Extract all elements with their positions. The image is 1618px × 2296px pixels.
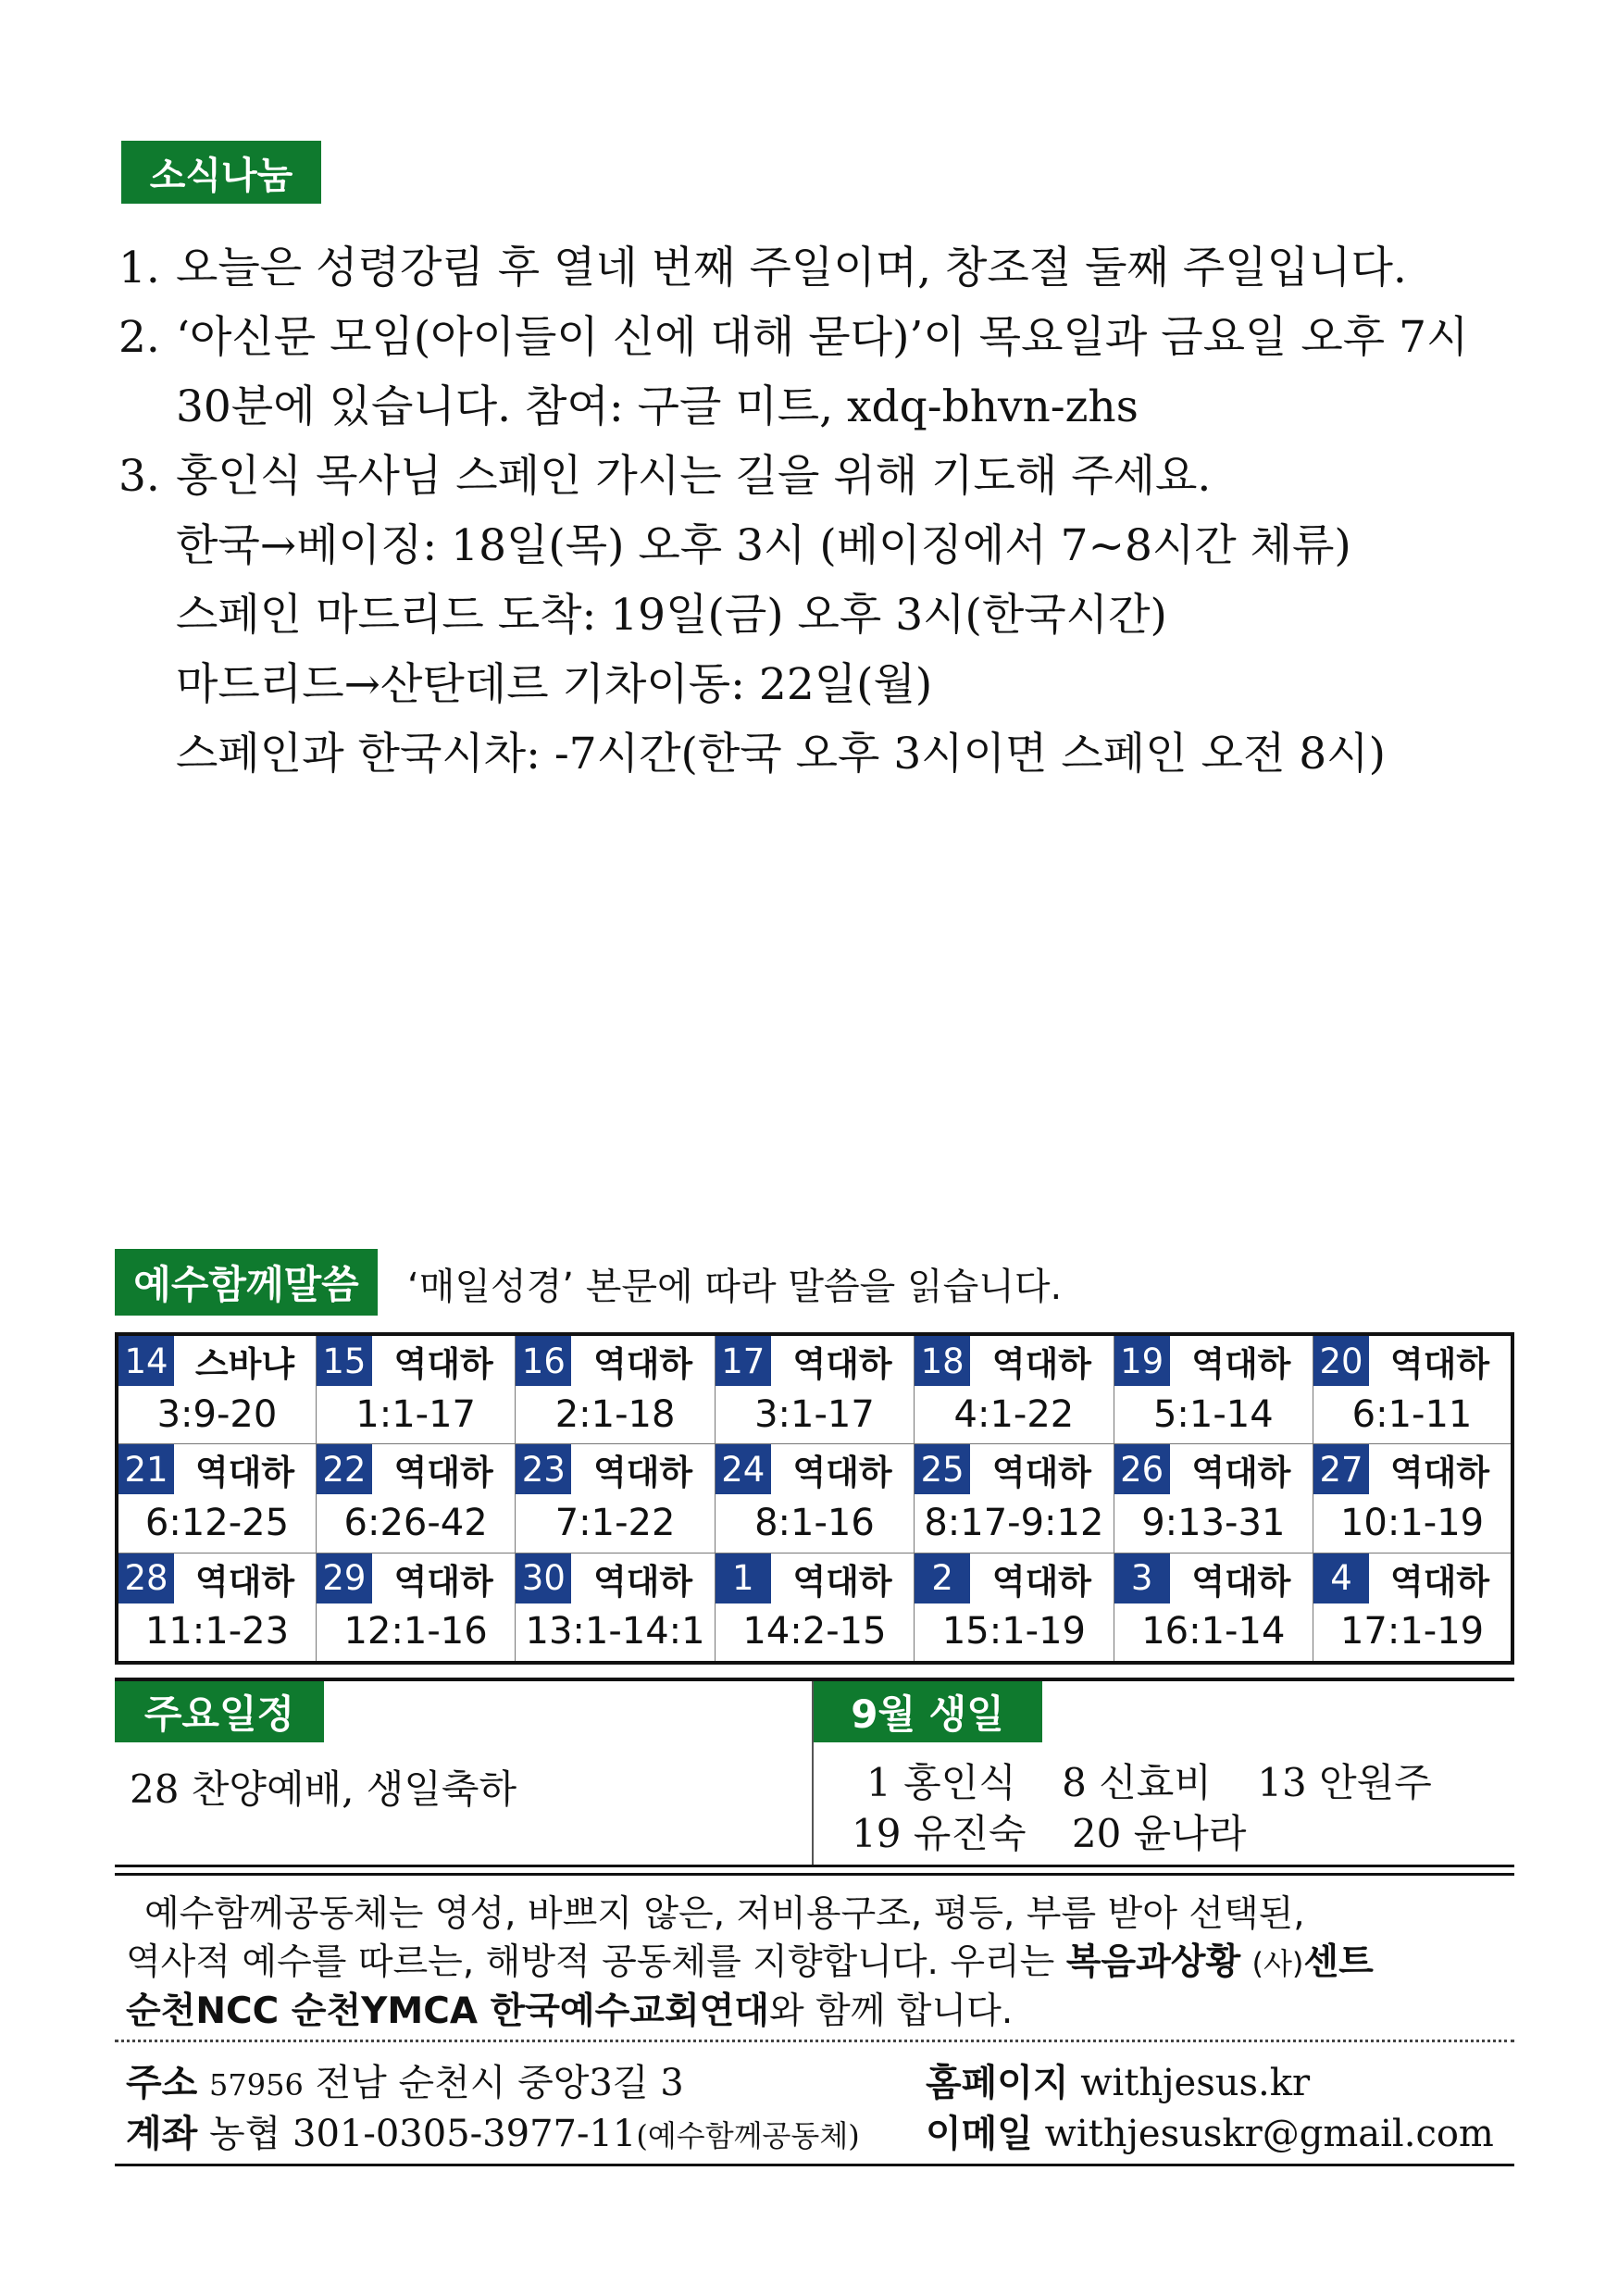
reading-verse: 7:1-22	[554, 1501, 676, 1544]
reading-day-number: 27	[1313, 1444, 1369, 1494]
reading-day-number: 28	[118, 1554, 174, 1603]
reading-day-cell	[516, 1334, 715, 1444]
reading-verse: 2:1-18	[554, 1392, 676, 1436]
reading-week-row	[117, 1334, 1512, 1444]
reading-book: 역대하	[1191, 1344, 1291, 1384]
reading-day-cell	[915, 1553, 1114, 1663]
reading-day-header	[1313, 1554, 1511, 1603]
reading-day-cell	[316, 1334, 515, 1444]
reading-verse: 8:17-9:12	[924, 1501, 1104, 1544]
reading-book: 역대하	[991, 1561, 1092, 1602]
email	[926, 2104, 1494, 2157]
reading-verse: 6:12-25	[144, 1501, 290, 1544]
address-text: 전남 순천시 중앙3길 3	[315, 2062, 684, 2104]
birthday-entry: 13 안원주	[1257, 1760, 1432, 1805]
news-item-text: 오늘은 성령강림 후 열네 번째 주일이며, 창조절 둘째 주일입니다.	[176, 243, 1407, 293]
birthday-tag: 9월 생일	[813, 1681, 1042, 1742]
reading-day-number: 15	[317, 1336, 372, 1386]
reading-day-number: 23	[516, 1444, 571, 1494]
reading-day-number: 24	[716, 1444, 771, 1494]
community-text: 와 함께 합니다.	[768, 1990, 1014, 2032]
reading-day-cell	[516, 1444, 715, 1553]
reading-book: 역대하	[592, 1344, 693, 1384]
homepage-link[interactable]: withjesus.kr	[1080, 2062, 1311, 2104]
reading-verse: 11:1-23	[144, 1610, 290, 1653]
section-divider	[812, 1681, 814, 1865]
bible-intro: ‘매일성경’ 본문에 따라 말씀을 읽습니다.	[407, 1266, 1063, 1308]
section-bottom-rule-2	[115, 1873, 1514, 1876]
news-item-number: 1.	[118, 243, 160, 293]
reading-day-header	[1114, 1336, 1313, 1386]
schedule-tag: 주요일정	[115, 1681, 324, 1742]
reading-day-header	[516, 1336, 714, 1386]
reading-verse: 14:2-15	[742, 1610, 887, 1653]
partner-name: 센트	[1303, 1941, 1374, 1983]
reading-book: 역대하	[194, 1561, 295, 1602]
reading-day-cell	[715, 1553, 914, 1663]
reading-book: 스바냐	[194, 1344, 295, 1384]
reading-day-cell	[1313, 1553, 1512, 1663]
reading-book: 역대하	[991, 1344, 1092, 1384]
reading-day-header	[317, 1444, 515, 1494]
reading-day-header	[1114, 1554, 1313, 1603]
reading-book: 역대하	[991, 1453, 1092, 1493]
reading-day-header	[317, 1554, 515, 1603]
reading-day-cell	[1114, 1553, 1313, 1663]
account-holder: (예수함께공동체)	[636, 2118, 860, 2153]
reading-day-number: 30	[516, 1554, 571, 1603]
reading-day-header	[716, 1444, 914, 1494]
news-item-number: 3.	[118, 451, 160, 502]
reading-day-cell	[1114, 1334, 1313, 1444]
reading-book: 역대하	[194, 1453, 295, 1493]
email-label: 이메일	[926, 2113, 1033, 2155]
reading-verse: 13:1-14:1	[525, 1610, 705, 1653]
reading-verse: 3:1-17	[754, 1392, 875, 1436]
reading-day-header	[716, 1554, 914, 1603]
reading-verse: 17:1-19	[1339, 1610, 1485, 1653]
reading-book: 역대하	[393, 1453, 493, 1493]
reading-day-number: 16	[516, 1336, 571, 1386]
reading-week-row	[117, 1553, 1512, 1663]
news-item-text: ‘아신문 모임(아이들이 신에 대해 묻다)’이 목요일과 금요일 오후 7시	[176, 312, 1469, 363]
bible-reading-table	[115, 1332, 1514, 1665]
reading-day-header	[317, 1336, 515, 1386]
partner-prefix: (사)	[1251, 1946, 1304, 1981]
reading-verse: 6:26-42	[343, 1501, 488, 1544]
reading-day-cell	[316, 1553, 515, 1663]
reading-day-cell	[516, 1553, 715, 1663]
reading-day-cell	[117, 1444, 316, 1553]
account-number: 농협 301-0305-3977-11	[209, 2113, 637, 2155]
partner-name: 복음과상황	[1065, 1941, 1241, 1983]
reading-book: 역대하	[592, 1561, 693, 1602]
news-tag: 소식나눔	[121, 141, 321, 204]
reading-book: 역대하	[792, 1344, 892, 1384]
news-item-1	[118, 233, 1525, 303]
reading-book: 역대하	[1191, 1561, 1291, 1602]
reading-day-header	[1114, 1444, 1313, 1494]
reading-book: 역대하	[1191, 1453, 1291, 1493]
reading-book: 역대하	[592, 1453, 693, 1493]
birthday-row	[852, 1757, 1465, 1808]
news-item-number: 2.	[118, 312, 160, 363]
birthday-list	[852, 1757, 1465, 1859]
news-list	[118, 233, 1525, 789]
reading-day-cell	[915, 1444, 1114, 1553]
reading-day-header	[516, 1444, 714, 1494]
reading-book: 역대하	[792, 1453, 892, 1493]
news-item-text: 한국→베이징: 18일(목) 오후 3시 (베이징에서 7~8시간 체류)	[176, 520, 1351, 571]
homepage-label: 홈페이지	[926, 2062, 1069, 2104]
reading-verse: 4:1-22	[953, 1392, 1075, 1436]
reading-book: 역대하	[1389, 1561, 1490, 1602]
community-line	[126, 1939, 1505, 1988]
reading-verse: 9:13-31	[1141, 1501, 1286, 1544]
address-zip: 57956	[209, 2067, 304, 2103]
reading-week-row	[117, 1444, 1512, 1553]
reading-day-header	[716, 1336, 914, 1386]
reading-book: 역대하	[1389, 1453, 1490, 1493]
reading-verse: 1:1-17	[355, 1392, 476, 1436]
community-statement	[126, 1890, 1505, 2036]
reading-day-number: 19	[1114, 1336, 1170, 1386]
reading-day-header	[118, 1554, 316, 1603]
reading-day-header	[516, 1554, 714, 1603]
birthday-entry: 20 윤나라	[1071, 1811, 1247, 1856]
birthday-entry: 19 유진숙	[852, 1811, 1027, 1856]
email-link[interactable]: withjesuskr@gmail.com	[1044, 2113, 1494, 2155]
news-item-text: 스페인과 한국시차: -7시간(한국 오후 3시이면 스페인 오전 8시)	[176, 729, 1386, 780]
reading-day-cell	[715, 1444, 914, 1553]
account	[126, 2104, 860, 2157]
partner-name: 순천NCC 순천YMCA 한국예수교회연대	[126, 1990, 769, 2032]
reading-day-cell	[915, 1334, 1114, 1444]
birthday-entry: 1 홍인식	[866, 1760, 1016, 1805]
reading-day-number: 26	[1114, 1444, 1170, 1494]
reading-book: 역대하	[393, 1344, 493, 1384]
reading-book: 역대하	[1389, 1344, 1490, 1384]
reading-day-header	[915, 1554, 1113, 1603]
community-text: 역사적 예수를 따르는, 해방적 공동체를 지향합니다. 우리는	[126, 1941, 1066, 1983]
community-line	[126, 1988, 1505, 2036]
reading-day-number: 17	[716, 1336, 771, 1386]
reading-day-cell	[1313, 1444, 1512, 1553]
news-item-text: 마드리드→산탄데르 기차이동: 22일(월)	[176, 659, 933, 710]
news-item-3	[118, 442, 1525, 511]
reading-day-number: 22	[317, 1444, 372, 1494]
reading-day-number: 20	[1313, 1336, 1369, 1386]
reading-day-header	[118, 1444, 316, 1494]
reading-book: 역대하	[393, 1561, 493, 1602]
reading-day-number: 21	[118, 1444, 174, 1494]
reading-day-header	[915, 1444, 1113, 1494]
reading-day-header	[915, 1336, 1113, 1386]
bible-tag: 예수함께말씀	[115, 1249, 378, 1316]
reading-verse: 15:1-19	[941, 1610, 1086, 1653]
reading-verse: 8:1-16	[754, 1501, 875, 1544]
reading-day-cell	[715, 1334, 914, 1444]
reading-day-number: 29	[317, 1554, 372, 1603]
reading-day-cell	[117, 1553, 316, 1663]
reading-verse: 3:9-20	[156, 1392, 278, 1436]
news-item-2	[118, 303, 1525, 372]
homepage	[926, 2053, 1310, 2106]
news-item-text: 30분에 있습니다. 참여: 구글 미트, xdq-bhvn-zhs	[176, 381, 1139, 432]
page-bottom-rule	[115, 2164, 1514, 2166]
reading-day-header	[1313, 1336, 1511, 1386]
community-line: 예수함께공동체는 영성, 바쁘지 않은, 저비용구조, 평등, 부름 받아 선택된,	[144, 1893, 1305, 1935]
reading-day-cell	[316, 1444, 515, 1553]
reading-book: 역대하	[792, 1561, 892, 1602]
birthday-entry: 8 신효비	[1062, 1760, 1212, 1805]
reading-day-number: 2	[915, 1554, 970, 1603]
reading-verse: 6:1-11	[1351, 1392, 1473, 1436]
account-label: 계좌	[126, 2113, 198, 2155]
reading-verse: 16:1-14	[1141, 1610, 1286, 1653]
schedule-text: 28 찬양예배, 생일축하	[130, 1766, 517, 1812]
news-item-text: 홍인식 목사님 스페인 가시는 길을 위해 기도해 주세요.	[176, 451, 1212, 502]
address-label: 주소	[126, 2062, 198, 2104]
birthday-row	[852, 1808, 1465, 1859]
reading-day-number: 3	[1114, 1554, 1170, 1603]
reading-day-cell	[1313, 1334, 1512, 1444]
reading-verse: 5:1-14	[1152, 1392, 1274, 1436]
reading-day-cell	[117, 1334, 316, 1444]
reading-day-number: 14	[118, 1336, 174, 1386]
section-bottom-rule	[115, 1865, 1514, 1867]
news-item-text: 스페인 마드리드 도착: 19일(금) 오후 3시(한국시간)	[176, 590, 1167, 641]
reading-day-number: 1	[716, 1554, 771, 1603]
reading-day-cell	[1114, 1444, 1313, 1553]
reading-day-header	[118, 1336, 316, 1386]
reading-day-number: 18	[915, 1336, 970, 1386]
reading-verse: 10:1-19	[1339, 1501, 1485, 1544]
reading-day-header	[1313, 1444, 1511, 1494]
reading-verse: 12:1-16	[343, 1610, 488, 1653]
address	[126, 2053, 684, 2106]
dotted-divider	[115, 2040, 1514, 2042]
reading-day-number: 4	[1313, 1554, 1369, 1603]
reading-day-number: 25	[915, 1444, 970, 1494]
